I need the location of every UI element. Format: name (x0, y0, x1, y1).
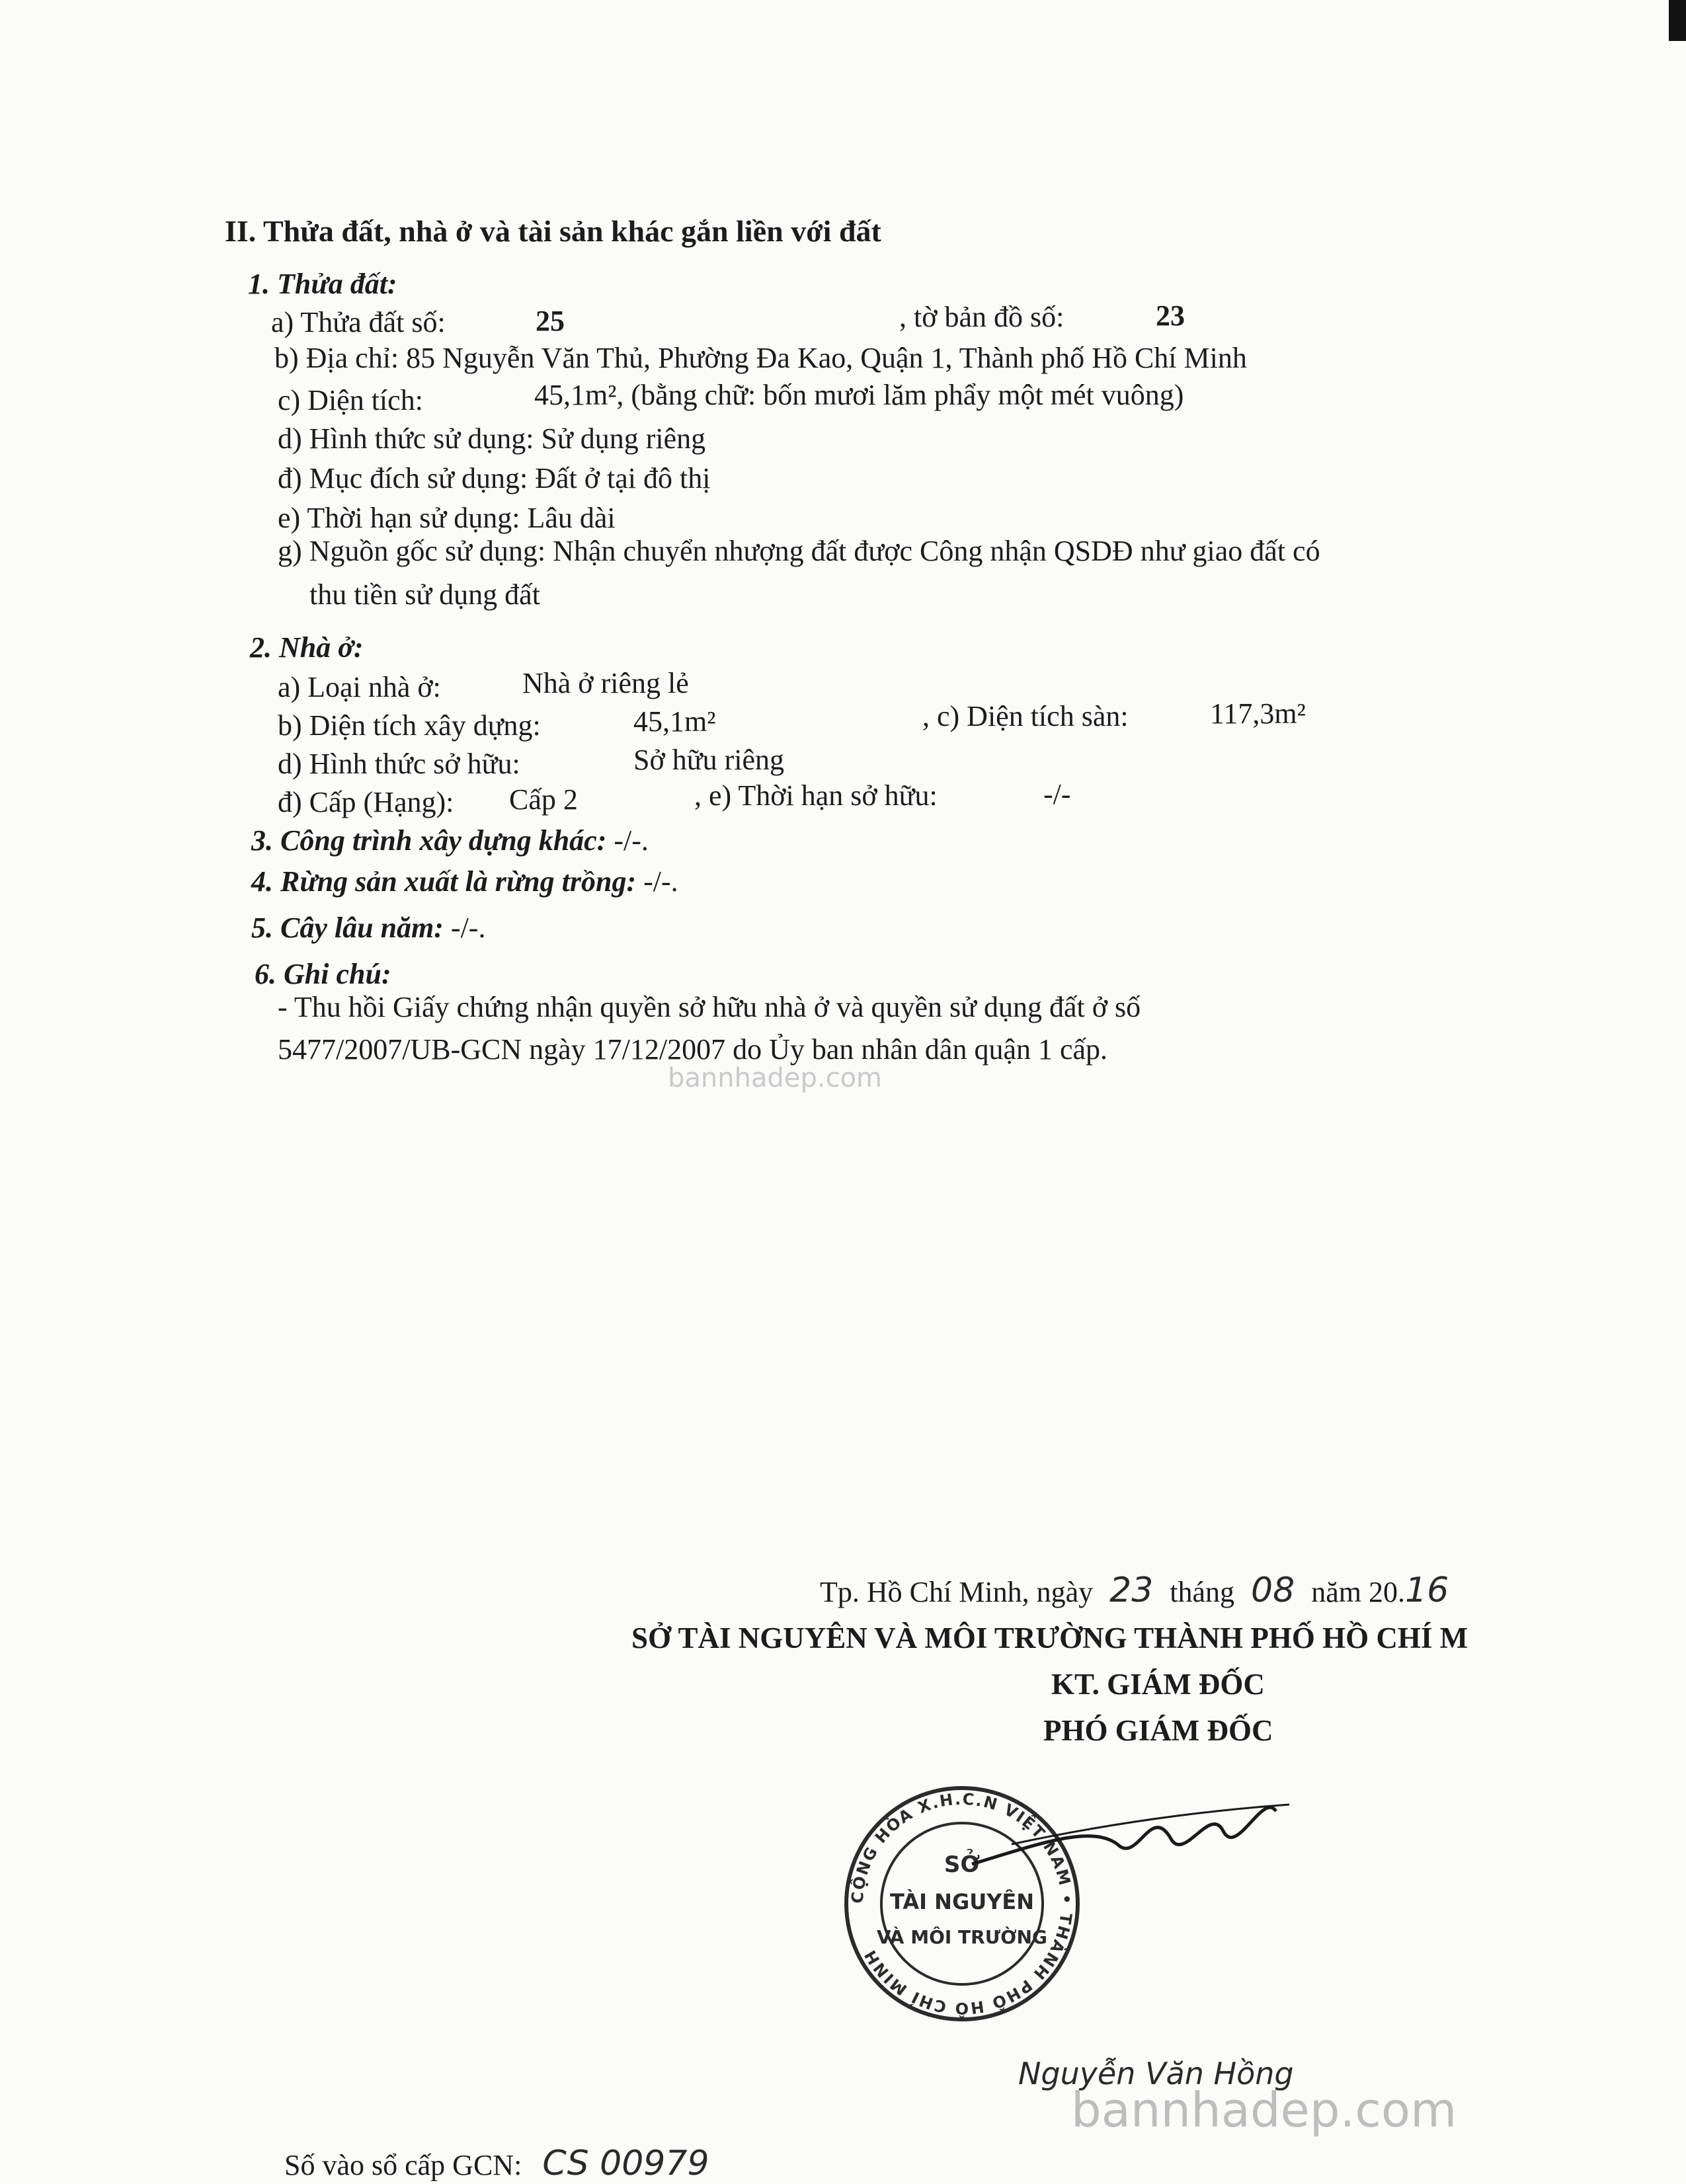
signer-name: Nguyễn Văn Hồng (1018, 2056, 1294, 2091)
grade-label: đ) Cấp (Hạng): (278, 786, 454, 818)
ownership-term-value: -/- (1043, 778, 1071, 810)
date-day: 23 (1109, 1571, 1154, 1610)
house-type-label: a) Loại nhà ở: (278, 671, 441, 703)
scan-edge (1669, 0, 1686, 41)
origin-line1: g) Nguồn gốc sử dụng: Nhận chuyển nhượng đất được Công nhận QSDĐ như giao đất có (278, 535, 1320, 567)
date-prefix: Tp. Hồ Chí Minh, ngày (820, 1576, 1094, 1608)
planted-forest-label: 4. Rừng sản xuất là rừng trồng: (251, 865, 637, 898)
date-month-label: tháng (1170, 1576, 1235, 1608)
land-heading: 1. Thửa đất: (248, 268, 397, 300)
other-construction-label: 3. Công trình xây dựng khác: (251, 824, 607, 857)
floor-area-value: 117,3m² (1210, 697, 1306, 730)
house-type-value: Nhà ở riêng lẻ (522, 667, 689, 699)
usage-purpose: đ) Mục đích sử dụng: Đất ở tại đô thị (278, 462, 711, 494)
built-area-label: b) Diện tích xây dựng: (278, 709, 541, 742)
watermark-corner: bannhadep.com (1071, 2082, 1457, 2138)
date-line (820, 1572, 1449, 1611)
registry-line (284, 2145, 709, 2184)
date-month: 08 (1251, 1571, 1295, 1610)
map-number: 23 (1156, 299, 1185, 332)
notes-line1: - Thu hồi Giấy chứng nhận quyền sở hữu nhà ở và quyền sử dụng đất ở số (278, 991, 1141, 1023)
section-title: II. Thửa đất, nhà ở và tài sản khác gắn liền với đất (225, 214, 881, 248)
registry-number: CS 00979 (542, 2144, 709, 2183)
registry-label: Số vào sổ cấp GCN: (284, 2149, 522, 2181)
other-construction-value: -/-. (614, 824, 649, 857)
stamp-line3: VÀ MÔI TRƯỜNG (877, 1926, 1047, 1948)
date-year: 16 (1404, 1571, 1449, 1610)
planted-forest (251, 863, 678, 900)
signatory-title2: PHÓ GIÁM ĐỐC (1043, 1714, 1273, 1747)
usage-form: d) Hình thức sử dụng: Sử dụng riêng (278, 422, 706, 455)
official-stamp (840, 1765, 1303, 2043)
planted-forest-value: -/-. (643, 865, 678, 898)
origin-line2: thu tiền sử dụng đất (309, 578, 540, 611)
perennial-trees-label: 5. Cây lâu năm: (251, 912, 444, 944)
other-construction (251, 822, 649, 859)
map-label: , tờ bản đồ số: (899, 301, 1064, 333)
perennial-trees-value: -/-. (450, 912, 486, 944)
house-heading: 2. Nhà ở: (250, 631, 364, 664)
authority: SỞ TÀI NGUYÊN VÀ MÔI TRƯỜNG THÀNH PHỐ HỒ CHÍ M (631, 1621, 1468, 1655)
signatory-title1: KT. GIÁM ĐỐC (1051, 1668, 1265, 1701)
usage-term: e) Thời hạn sử dụng: Lâu dài (278, 502, 616, 534)
notes-heading: 6. Ghi chú: (255, 958, 391, 990)
ownership-value: Sở hữu riêng (633, 744, 784, 776)
date-year-label: năm 20. (1311, 1576, 1405, 1608)
ownership-term-label: , e) Thời hạn sở hữu: (694, 779, 938, 812)
area-label: c) Diện tích: (278, 384, 423, 416)
parcel-label: a) Thửa đất số: (271, 306, 446, 338)
built-area-value: 45,1m² (633, 705, 716, 738)
stamp-line1: SỞ (943, 1852, 981, 1878)
area-value: 45,1m², (bằng chữ: bốn mươi lăm phẩy một mét vuông) (534, 379, 1184, 411)
parcel-number: 25 (536, 305, 565, 337)
ownership-label: d) Hình thức sở hữu: (278, 748, 520, 780)
stamp-line2: TÀI NGUYÊN (890, 1889, 1034, 1914)
watermark-center: bannhadep.com (668, 1063, 883, 1093)
perennial-trees (251, 910, 485, 947)
floor-area-label: , c) Diện tích sàn: (922, 700, 1129, 732)
notes-line2: 5477/2007/UB-GCN ngày 17/12/2007 do Ủy ban nhân dân quận 1 cấp. (278, 1033, 1108, 1066)
address: b) Địa chỉ: 85 Nguyễn Văn Thủ, Phường Đa Kao, Quận 1, Thành phố Hồ Chí Minh (274, 342, 1247, 374)
grade-value: Cấp 2 (509, 783, 578, 816)
stamp-ring-text: CỘNG HÒA X.H.C.N VIỆT NAM • THÀNH PHỐ HỒ CHÍ MINH (848, 1789, 1076, 2018)
